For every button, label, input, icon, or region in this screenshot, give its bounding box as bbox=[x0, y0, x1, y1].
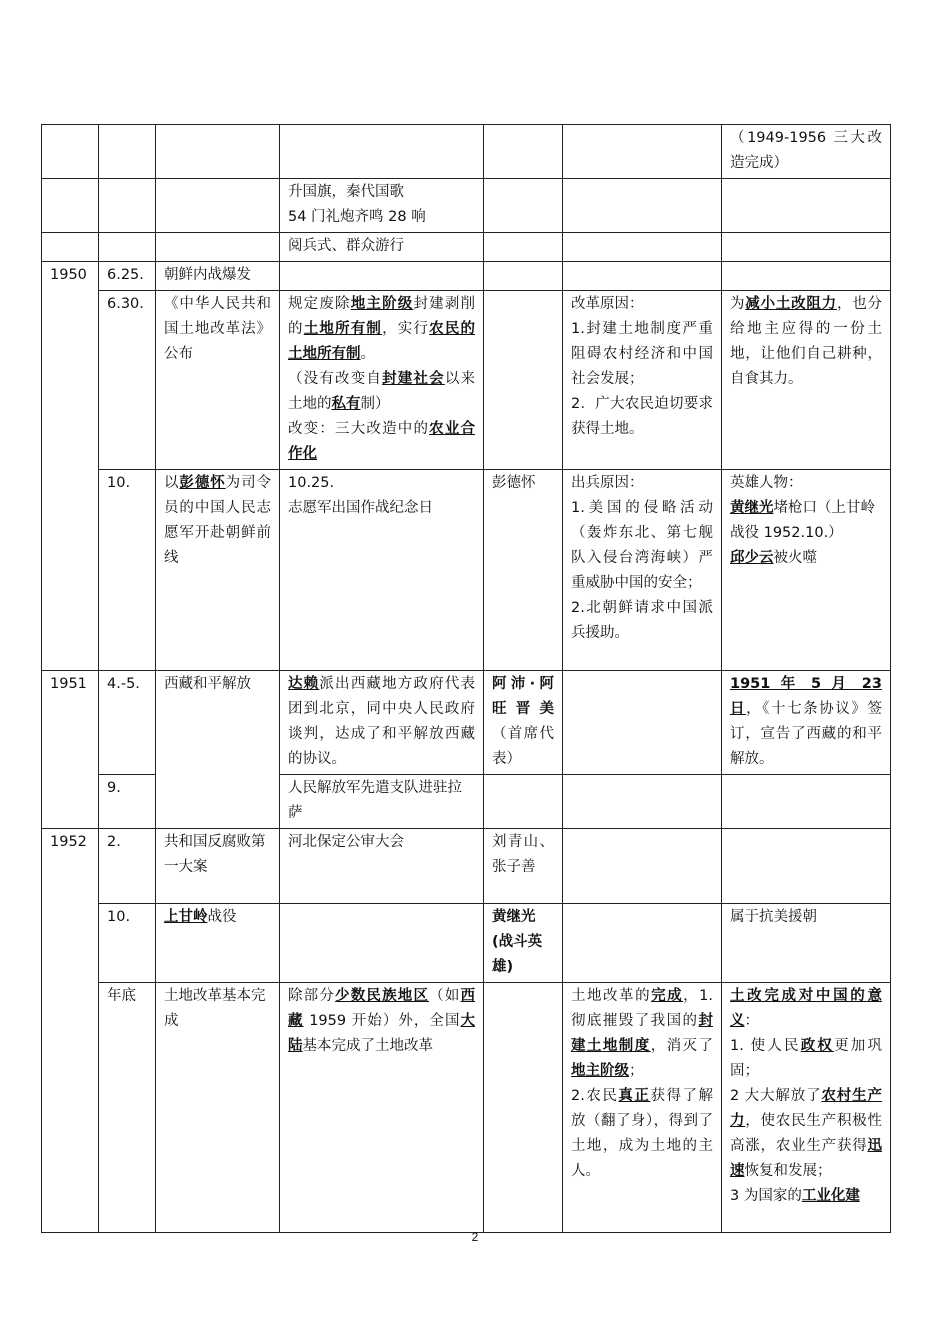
cell-year: 1950 bbox=[42, 262, 99, 671]
table-row bbox=[42, 829, 891, 904]
history-table bbox=[41, 124, 891, 1233]
cell-event: 共和国反腐败第一大案 bbox=[156, 829, 280, 904]
table-row bbox=[42, 904, 891, 983]
cell-event: 朝鲜内战爆发 bbox=[156, 262, 280, 291]
cell-note: 为减小土改阻力，也分给地主应得的一份土地，让他们自己耕种，自食其力。 bbox=[722, 291, 891, 470]
cell-detail: 升国旗，秦代国歌 54 门礼炮齐鸣 28 响 bbox=[280, 179, 484, 233]
table-row bbox=[42, 262, 891, 291]
cell-date: 10. bbox=[99, 470, 156, 671]
cell-reason: 土地改革的完成，1.彻底摧毁了我国的封建土地制度，消灭了地主阶级； 2.农民真正获得了解放（翻了身），得到了土地，成为土地的主人。 bbox=[563, 983, 722, 1233]
cell-date: 6.25. bbox=[99, 262, 156, 291]
cell-note: 土改完成对中国的意义： 1. 使人民政权更加巩固； 2 大大解放了农村生产力，使农民生产积极性高涨，农业生产获得迅速恢复和发展； 3 为国家的工业化建 bbox=[722, 983, 891, 1233]
cell-detail: 达赖派出西藏地方政府代表团到北京，同中央人民政府谈判，达成了和平解放西藏的协议。 bbox=[280, 671, 484, 775]
table-row bbox=[42, 671, 891, 775]
cell-detail: 除部分少数民族地区（如西藏 1959 开始）外，全国大陆基本完成了土地改革 bbox=[280, 983, 484, 1233]
cell-person: 阿沛·阿旺晋美（首席代表） bbox=[484, 671, 563, 775]
page-number: 2 bbox=[471, 1230, 479, 1244]
cell-person: 彭德怀 bbox=[484, 470, 563, 671]
cell-note: 英雄人物： 黄继光堵枪口（上甘岭战役 1952.10.） 邱少云被火噬 bbox=[722, 470, 891, 671]
cell-year: 1952 bbox=[42, 829, 99, 1233]
cell-date: 9. bbox=[99, 775, 156, 829]
cell-reason: 改革原因： 1.封建土地制度严重阻碍农村经济和中国社会发展； 2．广大农民迫切要求获得土地。 bbox=[563, 291, 722, 470]
table-row bbox=[42, 983, 891, 1233]
cell-note: 属于抗美援朝 bbox=[722, 904, 891, 983]
cell-detail: 河北保定公审大会 bbox=[280, 829, 484, 904]
cell-reason: 出兵原因： 1.美国的侵略活动（轰炸东北、第七舰队入侵台湾海峡）严重威胁中国的安全； 2.北朝鲜请求中国派兵援助。 bbox=[563, 470, 722, 671]
cell-year: 1951 bbox=[42, 671, 99, 829]
cell-detail: 人民解放军先遣支队进驻拉萨 bbox=[280, 775, 484, 829]
cell-detail: 10.25. 志愿军出国作战纪念日 bbox=[280, 470, 484, 671]
cell-note: （1949-1956 三大改造完成） bbox=[722, 125, 891, 179]
cell-event: 土地改革基本完成 bbox=[156, 983, 280, 1233]
table-row bbox=[42, 233, 891, 262]
table-row bbox=[42, 470, 891, 671]
cell-event: 西藏和平解放 bbox=[156, 671, 280, 829]
cell-detail: 阅兵式、群众游行 bbox=[280, 233, 484, 262]
cell-person: 黄继光(战斗英雄) bbox=[484, 904, 563, 983]
table-row bbox=[42, 125, 891, 179]
cell-person: 刘青山、张子善 bbox=[484, 829, 563, 904]
cell-date: 10. bbox=[99, 904, 156, 983]
cell-date: 2. bbox=[99, 829, 156, 904]
table-row bbox=[42, 291, 891, 470]
cell-date: 4.-5. bbox=[99, 671, 156, 775]
cell-detail: 规定废除地主阶级封建剥削的土地所有制，实行农民的土地所有制。 （没有改变自封建社会以来土地的私有制） 改变：三大改造中的农业合作化 bbox=[280, 291, 484, 470]
cell-event: 以彭德怀为司令员的中国人民志愿军开赴朝鲜前线 bbox=[156, 470, 280, 671]
cell-date: 年底 bbox=[99, 983, 156, 1233]
table-row bbox=[42, 179, 891, 233]
cell-event: 上甘岭战役 bbox=[156, 904, 280, 983]
cell-note: 1951 年 5 月 23 日，《十七条协议》签订，宣告了西藏的和平解放。 bbox=[722, 671, 891, 775]
cell-event: 《中华人民共和国土地改革法》公布 bbox=[156, 291, 280, 470]
cell-date: 6.30. bbox=[99, 291, 156, 470]
